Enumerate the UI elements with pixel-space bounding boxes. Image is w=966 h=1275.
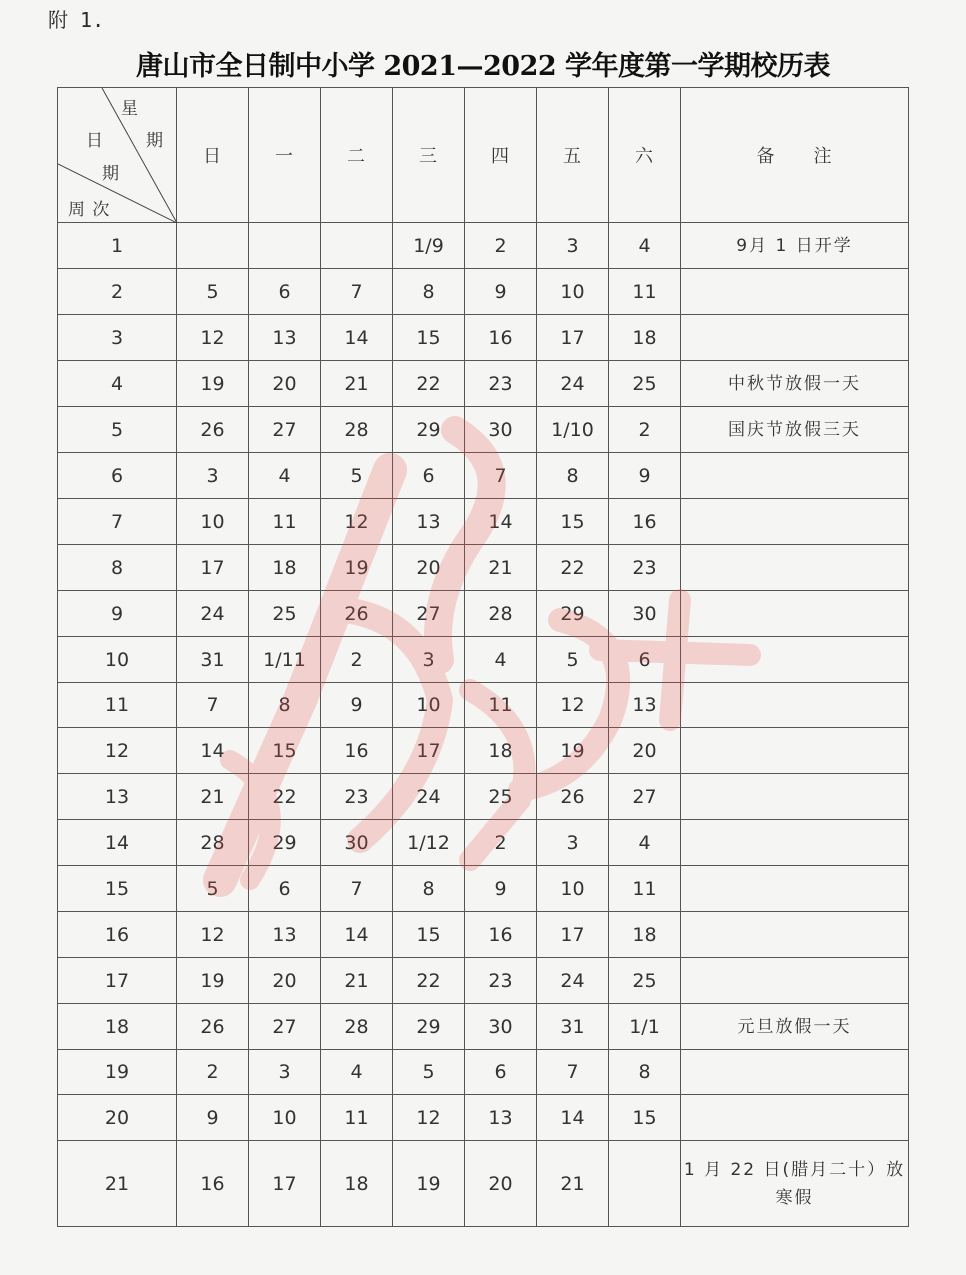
date-cell: 9 <box>465 866 537 912</box>
date-cell: 2 <box>465 820 537 866</box>
date-cell: 10 <box>177 499 249 545</box>
week-row <box>58 315 909 361</box>
note-cell <box>681 958 909 1004</box>
date-cell: 17 <box>537 315 609 361</box>
week-row <box>58 1050 909 1095</box>
week-row <box>58 361 909 407</box>
date-cell: 2 <box>465 223 537 269</box>
date-cell: 4 <box>465 637 537 683</box>
week-number-cell: 9 <box>58 591 177 637</box>
header-day-tue: 二 <box>321 88 393 223</box>
date-cell: 10 <box>249 1095 321 1141</box>
week-number-cell: 11 <box>58 683 177 728</box>
week-number-cell: 20 <box>58 1095 177 1141</box>
week-number-cell: 13 <box>58 774 177 820</box>
date-cell: 30 <box>465 1004 537 1050</box>
header-day-sat: 六 <box>609 88 681 223</box>
note-cell <box>681 269 909 315</box>
date-cell: 28 <box>177 820 249 866</box>
week-number-cell: 16 <box>58 912 177 958</box>
date-cell: 12 <box>321 499 393 545</box>
date-cell: 22 <box>537 545 609 591</box>
date-cell: 27 <box>249 407 321 453</box>
week-number-cell: 4 <box>58 361 177 407</box>
date-cell: 24 <box>393 774 465 820</box>
date-cell: 9 <box>465 269 537 315</box>
week-row <box>58 591 909 637</box>
date-cell: 12 <box>177 912 249 958</box>
date-cell <box>177 223 249 269</box>
date-cell: 5 <box>321 453 393 499</box>
date-cell: 29 <box>537 591 609 637</box>
date-cell: 13 <box>249 315 321 361</box>
date-cell: 27 <box>609 774 681 820</box>
week-number-cell: 1 <box>58 223 177 269</box>
date-cell: 10 <box>393 683 465 728</box>
date-cell: 10 <box>537 269 609 315</box>
school-calendar-table <box>57 87 909 1227</box>
week-number-cell: 18 <box>58 1004 177 1050</box>
note-cell <box>681 637 909 683</box>
date-cell: 27 <box>393 591 465 637</box>
date-cell: 6 <box>465 1050 537 1095</box>
header-day-fri: 五 <box>537 88 609 223</box>
note-cell: 国庆节放假三天 <box>681 407 909 453</box>
date-cell: 1/10 <box>537 407 609 453</box>
date-cell: 13 <box>249 912 321 958</box>
date-cell: 14 <box>321 315 393 361</box>
date-cell: 7 <box>177 683 249 728</box>
note-cell <box>681 1050 909 1095</box>
note-cell <box>681 866 909 912</box>
date-cell: 17 <box>537 912 609 958</box>
week-row <box>58 728 909 774</box>
note-cell <box>681 912 909 958</box>
date-cell: 31 <box>537 1004 609 1050</box>
week-row <box>58 637 909 683</box>
date-cell: 15 <box>249 728 321 774</box>
date-cell: 12 <box>537 683 609 728</box>
date-cell: 19 <box>177 361 249 407</box>
header-day-thu: 四 <box>465 88 537 223</box>
date-cell: 30 <box>465 407 537 453</box>
date-cell: 25 <box>609 361 681 407</box>
date-cell: 19 <box>393 1141 465 1227</box>
note-cell <box>681 820 909 866</box>
date-cell: 18 <box>609 315 681 361</box>
week-row <box>58 958 909 1004</box>
date-cell: 20 <box>249 958 321 1004</box>
date-cell: 28 <box>321 407 393 453</box>
date-cell: 11 <box>249 499 321 545</box>
date-cell: 4 <box>249 453 321 499</box>
week-number-cell: 12 <box>58 728 177 774</box>
week-row <box>58 774 909 820</box>
date-cell: 2 <box>321 637 393 683</box>
date-cell: 30 <box>609 591 681 637</box>
week-row <box>58 912 909 958</box>
week-number-cell: 15 <box>58 866 177 912</box>
header-notes: 备 注 <box>681 88 909 223</box>
date-cell: 10 <box>537 866 609 912</box>
date-cell: 21 <box>465 545 537 591</box>
corner-label-xing: 星 <box>121 99 139 119</box>
note-cell <box>681 683 909 728</box>
note-cell <box>681 545 909 591</box>
week-number-cell: 19 <box>58 1050 177 1095</box>
date-cell: 5 <box>177 866 249 912</box>
date-cell: 8 <box>537 453 609 499</box>
week-number-cell: 6 <box>58 453 177 499</box>
date-cell: 26 <box>177 1004 249 1050</box>
date-cell: 4 <box>321 1050 393 1095</box>
date-cell: 18 <box>609 912 681 958</box>
date-cell: 14 <box>537 1095 609 1141</box>
date-cell: 21 <box>321 958 393 1004</box>
date-cell: 4 <box>609 820 681 866</box>
week-number-cell: 2 <box>58 269 177 315</box>
note-cell <box>681 1095 909 1141</box>
date-cell: 22 <box>249 774 321 820</box>
date-cell: 8 <box>249 683 321 728</box>
note-cell: 中秋节放假一天 <box>681 361 909 407</box>
date-cell: 2 <box>177 1050 249 1095</box>
date-cell: 21 <box>537 1141 609 1227</box>
note-cell <box>681 315 909 361</box>
date-cell: 28 <box>321 1004 393 1050</box>
corner-header-cell <box>58 88 177 223</box>
date-cell: 2 <box>609 407 681 453</box>
date-cell: 25 <box>465 774 537 820</box>
note-cell <box>681 774 909 820</box>
note-cell: 元旦放假一天 <box>681 1004 909 1050</box>
header-day-mon: 一 <box>249 88 321 223</box>
week-number-cell: 8 <box>58 545 177 591</box>
week-row <box>58 499 909 545</box>
date-cell: 11 <box>465 683 537 728</box>
date-cell: 16 <box>609 499 681 545</box>
date-cell: 7 <box>465 453 537 499</box>
date-cell: 19 <box>177 958 249 1004</box>
date-cell: 24 <box>537 361 609 407</box>
date-cell: 29 <box>393 1004 465 1050</box>
date-cell: 24 <box>177 591 249 637</box>
week-row <box>58 1141 909 1227</box>
date-cell: 1/11 <box>249 637 321 683</box>
date-cell: 17 <box>177 545 249 591</box>
week-number-cell: 3 <box>58 315 177 361</box>
date-cell: 21 <box>321 361 393 407</box>
date-cell: 27 <box>249 1004 321 1050</box>
week-row <box>58 269 909 315</box>
date-cell: 20 <box>393 545 465 591</box>
date-cell: 12 <box>393 1095 465 1141</box>
date-cell: 9 <box>609 453 681 499</box>
week-row <box>58 407 909 453</box>
week-number-cell: 5 <box>58 407 177 453</box>
date-cell: 22 <box>393 361 465 407</box>
date-cell: 18 <box>249 545 321 591</box>
date-cell: 3 <box>177 453 249 499</box>
date-cell: 3 <box>537 223 609 269</box>
date-cell: 18 <box>321 1141 393 1227</box>
date-cell: 5 <box>537 637 609 683</box>
date-cell: 7 <box>321 866 393 912</box>
date-cell: 1/1 <box>609 1004 681 1050</box>
week-row <box>58 1004 909 1050</box>
date-cell: 14 <box>177 728 249 774</box>
date-cell: 26 <box>321 591 393 637</box>
date-cell: 22 <box>393 958 465 1004</box>
corner-label-ri: 日 <box>86 131 104 151</box>
date-cell: 7 <box>321 269 393 315</box>
date-cell: 12 <box>177 315 249 361</box>
week-number-cell: 14 <box>58 820 177 866</box>
date-cell: 8 <box>393 866 465 912</box>
week-number-cell: 10 <box>58 637 177 683</box>
date-cell: 14 <box>321 912 393 958</box>
date-cell: 30 <box>321 820 393 866</box>
week-number-cell: 17 <box>58 958 177 1004</box>
date-cell: 11 <box>321 1095 393 1141</box>
date-cell <box>249 223 321 269</box>
date-cell: 20 <box>249 361 321 407</box>
date-cell: 15 <box>393 912 465 958</box>
date-cell: 1/12 <box>393 820 465 866</box>
date-cell: 15 <box>609 1095 681 1141</box>
week-row <box>58 820 909 866</box>
date-cell: 23 <box>465 958 537 1004</box>
date-cell: 31 <box>177 637 249 683</box>
date-cell: 26 <box>537 774 609 820</box>
note-cell: 9月 1 日开学 <box>681 223 909 269</box>
date-cell: 17 <box>249 1141 321 1227</box>
date-cell <box>321 223 393 269</box>
date-cell: 13 <box>465 1095 537 1141</box>
header-day-wed: 三 <box>393 88 465 223</box>
date-cell: 21 <box>177 774 249 820</box>
date-cell: 3 <box>249 1050 321 1095</box>
date-cell: 20 <box>609 728 681 774</box>
date-cell: 26 <box>177 407 249 453</box>
week-row <box>58 683 909 728</box>
date-cell: 9 <box>321 683 393 728</box>
date-cell: 28 <box>465 591 537 637</box>
note-cell <box>681 591 909 637</box>
date-cell: 23 <box>465 361 537 407</box>
note-cell: 1 月 22 日(腊月二十）放寒假 <box>681 1141 909 1227</box>
week-row <box>58 1095 909 1141</box>
date-cell: 25 <box>609 958 681 1004</box>
date-cell: 20 <box>465 1141 537 1227</box>
week-row <box>58 866 909 912</box>
corner-label-qi-mid: 期 <box>102 164 120 184</box>
date-cell: 8 <box>609 1050 681 1095</box>
calendar-body <box>58 223 909 1227</box>
date-cell: 8 <box>393 269 465 315</box>
date-cell: 9 <box>177 1095 249 1141</box>
date-cell: 15 <box>393 315 465 361</box>
note-cell <box>681 728 909 774</box>
week-row <box>58 453 909 499</box>
week-number-cell: 21 <box>58 1141 177 1227</box>
date-cell: 18 <box>465 728 537 774</box>
date-cell: 6 <box>249 269 321 315</box>
date-cell: 16 <box>321 728 393 774</box>
date-cell: 16 <box>177 1141 249 1227</box>
date-cell: 17 <box>393 728 465 774</box>
date-cell: 11 <box>609 866 681 912</box>
date-cell: 24 <box>537 958 609 1004</box>
header-row <box>58 88 909 223</box>
week-row <box>58 223 909 269</box>
date-cell: 6 <box>609 637 681 683</box>
date-cell: 13 <box>393 499 465 545</box>
page-title: 唐山市全日制中小学 2021—2022 学年度第一学期校历表 <box>135 51 831 82</box>
date-cell: 3 <box>393 637 465 683</box>
attachment-label: 附 1. <box>48 8 105 32</box>
corner-label-qi-top: 期 <box>146 131 164 151</box>
date-cell <box>609 1141 681 1227</box>
date-cell: 29 <box>249 820 321 866</box>
date-cell: 16 <box>465 912 537 958</box>
date-cell: 13 <box>609 683 681 728</box>
corner-label-zhouci: 周 次 <box>68 200 111 220</box>
date-cell: 3 <box>537 820 609 866</box>
note-cell <box>681 453 909 499</box>
date-cell: 19 <box>321 545 393 591</box>
date-cell: 15 <box>537 499 609 545</box>
date-cell: 23 <box>321 774 393 820</box>
date-cell: 6 <box>393 453 465 499</box>
date-cell: 1/9 <box>393 223 465 269</box>
note-cell <box>681 499 909 545</box>
date-cell: 4 <box>609 223 681 269</box>
date-cell: 5 <box>177 269 249 315</box>
date-cell: 7 <box>537 1050 609 1095</box>
header-day-sun: 日 <box>177 88 249 223</box>
date-cell: 25 <box>249 591 321 637</box>
week-number-cell: 7 <box>58 499 177 545</box>
week-row <box>58 545 909 591</box>
date-cell: 16 <box>465 315 537 361</box>
date-cell: 11 <box>609 269 681 315</box>
date-cell: 29 <box>393 407 465 453</box>
date-cell: 23 <box>609 545 681 591</box>
date-cell: 6 <box>249 866 321 912</box>
date-cell: 14 <box>465 499 537 545</box>
date-cell: 5 <box>393 1050 465 1095</box>
date-cell: 19 <box>537 728 609 774</box>
